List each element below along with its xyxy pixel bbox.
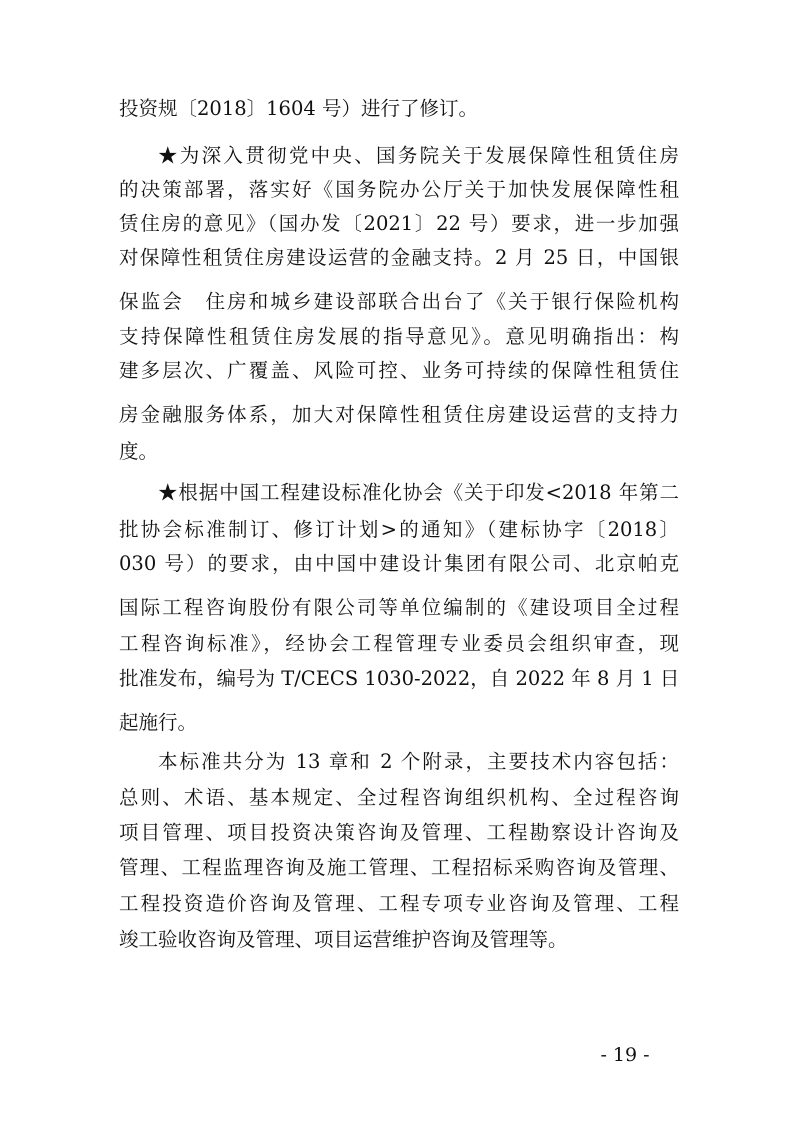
body-text-line: 总则、术语、基本规定、全过程咨询组织机构、全过程咨询 xyxy=(119,786,679,809)
body-text-line: 对保障性租赁住房建设运营的金融支持。2 月 25 日，中国银 xyxy=(119,246,679,269)
body-text-line: 投资规〔2018〕1604 号）进行了修订。 xyxy=(119,97,478,120)
body-text-line: 度。 xyxy=(119,440,159,463)
body-text-line: 批协会标准制订、修订计划>的通知》（建标协字〔2018〕 xyxy=(119,518,679,541)
body-text-line: 保监会 住房和城乡建设部联合出台了《关于银行保险机构 xyxy=(119,290,679,313)
body-text-line: 批准发布，编号为 T/CECS 1030-2022，自 2022 年 8 月 1 日 xyxy=(119,667,680,690)
body-text-line: 建多层次、广覆盖、风险可控、业务可持续的保障性租赁住 xyxy=(119,359,679,382)
body-text-line: 管理、工程监理咨询及施工管理、工程招标采购咨询及管理、 xyxy=(119,856,679,879)
body-text-line: ★为深入贯彻党中央、国务院关于发展保障性租赁住房 xyxy=(158,144,679,167)
body-text-line: 工程投资造价咨询及管理、工程专项专业咨询及管理、工程 xyxy=(119,892,679,915)
body-text-line: ★根据中国工程建设标准化协会《关于印发<2018 年第二 xyxy=(158,481,679,504)
body-text-line: 竣工验收咨询及管理、项目运营维护咨询及管理等。 xyxy=(119,928,568,951)
body-text-line: 起施行。 xyxy=(119,711,198,734)
body-text-line: 房金融服务体系，加大对保障性租赁住房建设运营的支持力 xyxy=(119,403,679,426)
body-text-line: 030 号）的要求，由中国中建设计集团有限公司、北京帕克 xyxy=(119,552,679,575)
body-text-line: 的决策部署，落实好《国务院办公厅关于加快发展保障性租 xyxy=(119,178,679,201)
body-text-line: 项目管理、项目投资决策咨询及管理、工程勘察设计咨询及 xyxy=(119,821,679,844)
body-text-line: 赁住房的意见》（国办发〔2021〕22 号）要求，进一步加强 xyxy=(119,212,679,235)
page-number: - 19 - xyxy=(600,1044,650,1066)
body-text-line: 支持保障性租赁住房发展的指导意见》。意见明确指出：构 xyxy=(119,325,679,348)
body-text-line: 国际工程咨询股份有限公司等单位编制的《建设项目全过程 xyxy=(119,596,679,619)
body-text-line: 工程咨询标准》，经协会工程管理专业委员会组织审查，现 xyxy=(119,632,679,655)
body-text-line: 本标准共分为 13 章和 2 个附录，主要技术内容包括： xyxy=(158,750,679,773)
